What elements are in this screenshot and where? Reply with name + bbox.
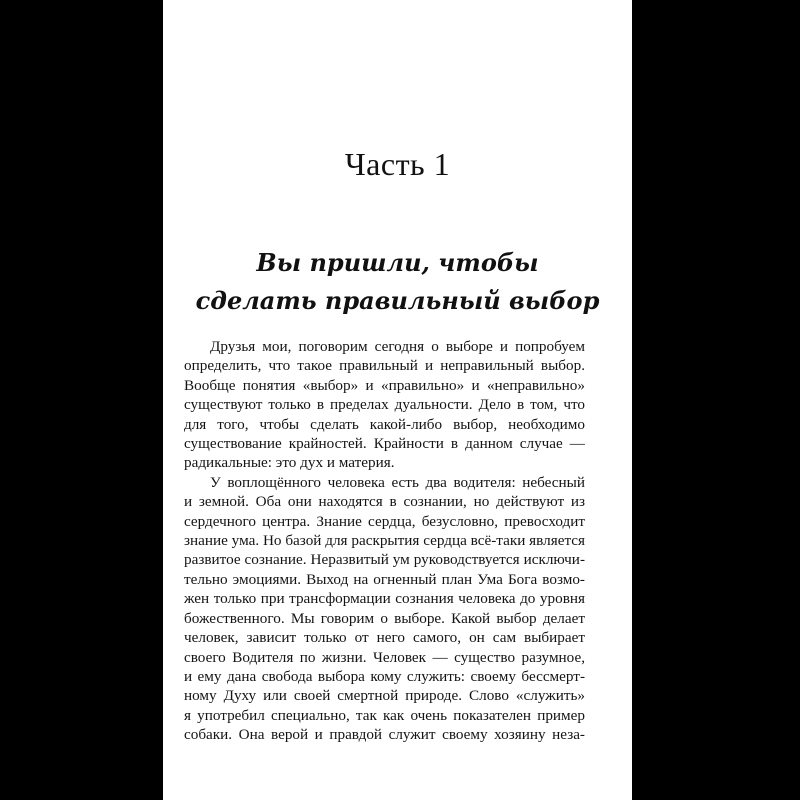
part-title: Часть 1 [344,146,451,182]
text-line: собаки. Она верой и правдой служит своему хозяину неза- [184,726,585,744]
text-line: существование крайностей. Крайности в данном случае — [184,435,585,453]
body-text [184,337,585,745]
text-line: ному Духу или своей смертной природе. Слово «служить» [184,687,585,705]
chapter-title-line-2: сделать правильный выбор [195,286,600,315]
text-line: для того, чтобы сделать какой-либо выбор, необходимо [184,415,585,433]
text-line: радикальные: это дух и материя. [184,454,395,472]
text-line: сердечного центра. Знание сердца, безусловно, превосходит [184,512,585,530]
text-line: божественного. Мы говорим о выборе. Какой выбор делает [184,609,585,627]
text-line: я употребил специально, так как очень показателен пример [184,706,585,724]
text-line: У воплощённого человека есть два водителя: небесный [210,473,585,491]
text-line: и земной. Оба они находятся в сознании, но действуют из [184,493,585,511]
text-line: развитое сознание. Неразвитый ум руководствуется исключи- [184,551,585,569]
text-line: жен только при трансформации сознания человека до уровня [184,590,585,608]
text-line: Вообще понятия «выбор» и «правильно» и «неправильно» [184,376,585,394]
left-margin-band [0,0,163,800]
chapter-title [163,244,632,320]
text-line: существуют только в пределах дуальности. Дело в том, что [184,396,585,414]
text-line: Друзья мои, поговорим сегодня о выборе и попробуем [210,338,585,355]
text-line: определить, что такое правильный и неправильный выбор. [184,357,585,375]
text-line: человек, зависит только от него самого, он сам выбирает [184,629,585,647]
text-line: знание ума. Но базой для раскрытия сердца всё-таки является [184,532,585,550]
chapter-title-line-1: Вы пришли, чтобы [256,248,539,277]
text-line: тельно эмоциями. Выход на огненный план Ума Бога возмо- [184,570,585,588]
right-margin-band [632,0,800,800]
text-line: и ему дана свобода выбора кому служить: своему бессмерт- [184,667,585,685]
book-page [163,0,632,800]
text-line: своего Водителя по жизни. Человек — существо разумное, [184,648,585,666]
